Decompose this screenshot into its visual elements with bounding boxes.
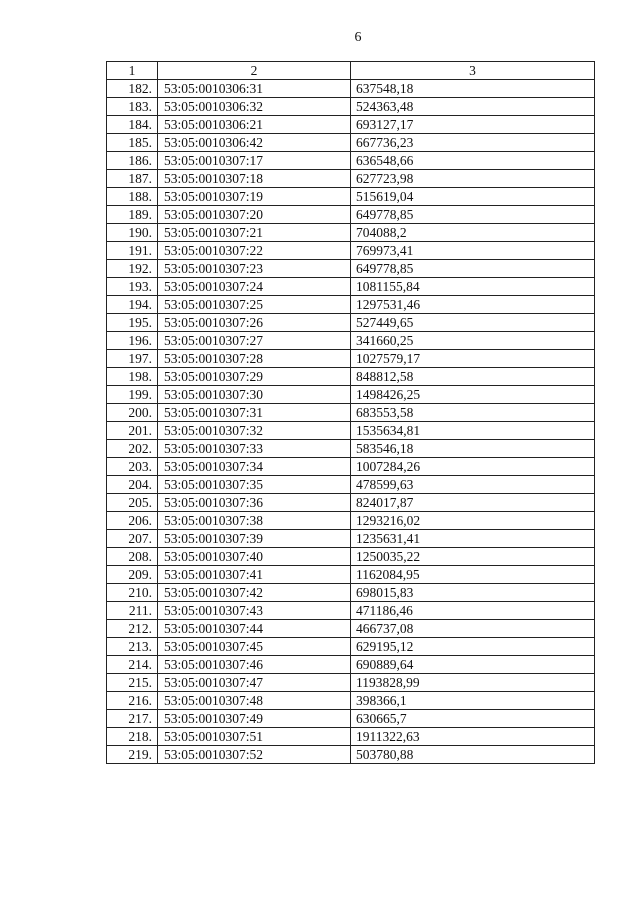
value-cell: 1293216,02	[351, 512, 595, 530]
value-cell: 629195,12	[351, 638, 595, 656]
value-cell: 478599,63	[351, 476, 595, 494]
value-cell: 1235631,41	[351, 530, 595, 548]
cadastral-number-cell: 53:05:0010307:33	[158, 440, 351, 458]
cadastral-number-cell: 53:05:0010307:29	[158, 368, 351, 386]
table-row	[107, 332, 595, 350]
row-number-cell: 197.	[107, 350, 158, 368]
value-cell: 1297531,46	[351, 296, 595, 314]
value-cell: 848812,58	[351, 368, 595, 386]
cadastral-number-cell: 53:05:0010307:21	[158, 224, 351, 242]
table-row	[107, 368, 595, 386]
cadastral-number-cell: 53:05:0010307:30	[158, 386, 351, 404]
cadastral-number-cell: 53:05:0010307:22	[158, 242, 351, 260]
row-number-cell: 189.	[107, 206, 158, 224]
table-row	[107, 386, 595, 404]
row-number-cell: 188.	[107, 188, 158, 206]
row-number-cell: 190.	[107, 224, 158, 242]
cadastral-number-cell: 53:05:0010306:42	[158, 134, 351, 152]
cadastral-number-cell: 53:05:0010307:51	[158, 728, 351, 746]
table-row	[107, 260, 595, 278]
value-cell: 824017,87	[351, 494, 595, 512]
table-header-row	[107, 62, 595, 80]
row-number-cell: 201.	[107, 422, 158, 440]
cadastral-number-cell: 53:05:0010307:31	[158, 404, 351, 422]
column-header-1: 1	[107, 62, 158, 80]
table-row	[107, 80, 595, 98]
value-cell: 1498426,25	[351, 386, 595, 404]
table-row	[107, 728, 595, 746]
row-number-cell: 208.	[107, 548, 158, 566]
row-number-cell: 212.	[107, 620, 158, 638]
cadastral-number-cell: 53:05:0010307:20	[158, 206, 351, 224]
cadastral-number-cell: 53:05:0010307:18	[158, 170, 351, 188]
table-row	[107, 224, 595, 242]
table-row	[107, 638, 595, 656]
cadastral-number-cell: 53:05:0010307:49	[158, 710, 351, 728]
row-number-cell: 186.	[107, 152, 158, 170]
table-row	[107, 530, 595, 548]
row-number-cell: 194.	[107, 296, 158, 314]
cadastral-number-cell: 53:05:0010307:44	[158, 620, 351, 638]
row-number-cell: 185.	[107, 134, 158, 152]
value-cell: 1081155,84	[351, 278, 595, 296]
cadastral-number-cell: 53:05:0010306:32	[158, 98, 351, 116]
cadastral-number-cell: 53:05:0010307:52	[158, 746, 351, 764]
value-cell: 1193828,99	[351, 674, 595, 692]
row-number-cell: 193.	[107, 278, 158, 296]
value-cell: 667736,23	[351, 134, 595, 152]
row-number-cell: 217.	[107, 710, 158, 728]
value-cell: 583546,18	[351, 440, 595, 458]
row-number-cell: 195.	[107, 314, 158, 332]
table-row	[107, 494, 595, 512]
cadastral-number-cell: 53:05:0010307:46	[158, 656, 351, 674]
value-cell: 698015,83	[351, 584, 595, 602]
cadastral-number-cell: 53:05:0010307:23	[158, 260, 351, 278]
value-cell: 690889,64	[351, 656, 595, 674]
value-cell: 1535634,81	[351, 422, 595, 440]
table-body	[107, 80, 595, 764]
value-cell: 1250035,22	[351, 548, 595, 566]
value-cell: 649778,85	[351, 260, 595, 278]
value-cell: 1911322,63	[351, 728, 595, 746]
row-number-cell: 219.	[107, 746, 158, 764]
table-row	[107, 674, 595, 692]
cadastral-number-cell: 53:05:0010307:48	[158, 692, 351, 710]
table-row	[107, 116, 595, 134]
column-header-2: 2	[158, 62, 351, 80]
cadastral-number-cell: 53:05:0010307:41	[158, 566, 351, 584]
cadastral-number-cell: 53:05:0010307:27	[158, 332, 351, 350]
table-row	[107, 350, 595, 368]
row-number-cell: 200.	[107, 404, 158, 422]
cadastral-number-cell: 53:05:0010307:17	[158, 152, 351, 170]
table-row	[107, 584, 595, 602]
table-row	[107, 278, 595, 296]
value-cell: 630665,7	[351, 710, 595, 728]
row-number-cell: 215.	[107, 674, 158, 692]
cadastral-number-cell: 53:05:0010307:36	[158, 494, 351, 512]
cadastral-number-cell: 53:05:0010307:26	[158, 314, 351, 332]
row-number-cell: 211.	[107, 602, 158, 620]
row-number-cell: 187.	[107, 170, 158, 188]
value-cell: 471186,46	[351, 602, 595, 620]
table-row	[107, 692, 595, 710]
data-table	[106, 61, 595, 764]
row-number-cell: 184.	[107, 116, 158, 134]
row-number-cell: 216.	[107, 692, 158, 710]
page-number: 6	[354, 30, 362, 45]
table-row	[107, 620, 595, 638]
value-cell: 398366,1	[351, 692, 595, 710]
row-number-cell: 196.	[107, 332, 158, 350]
value-cell: 1007284,26	[351, 458, 595, 476]
row-number-cell: 214.	[107, 656, 158, 674]
table-row	[107, 206, 595, 224]
value-cell: 769973,41	[351, 242, 595, 260]
value-cell: 704088,2	[351, 224, 595, 242]
value-cell: 683553,58	[351, 404, 595, 422]
cadastral-number-cell: 53:05:0010307:43	[158, 602, 351, 620]
cadastral-number-cell: 53:05:0010307:38	[158, 512, 351, 530]
table-row	[107, 656, 595, 674]
row-number-cell: 198.	[107, 368, 158, 386]
row-number-cell: 206.	[107, 512, 158, 530]
row-number-cell: 204.	[107, 476, 158, 494]
value-cell: 503780,88	[351, 746, 595, 764]
table-row	[107, 746, 595, 764]
value-cell: 527449,65	[351, 314, 595, 332]
table-row	[107, 314, 595, 332]
table-row	[107, 548, 595, 566]
cadastral-number-cell: 53:05:0010306:31	[158, 80, 351, 98]
table-row	[107, 458, 595, 476]
table-row	[107, 188, 595, 206]
row-number-cell: 210.	[107, 584, 158, 602]
row-number-cell: 182.	[107, 80, 158, 98]
table-row	[107, 296, 595, 314]
cadastral-number-cell: 53:05:0010307:32	[158, 422, 351, 440]
cadastral-number-cell: 53:05:0010306:21	[158, 116, 351, 134]
cadastral-number-cell: 53:05:0010307:45	[158, 638, 351, 656]
table-row	[107, 602, 595, 620]
row-number-cell: 192.	[107, 260, 158, 278]
row-number-cell: 183.	[107, 98, 158, 116]
cadastral-number-cell: 53:05:0010307:24	[158, 278, 351, 296]
row-number-cell: 199.	[107, 386, 158, 404]
table-row	[107, 566, 595, 584]
cadastral-number-cell: 53:05:0010307:39	[158, 530, 351, 548]
row-number-cell: 218.	[107, 728, 158, 746]
table-row	[107, 422, 595, 440]
row-number-cell: 207.	[107, 530, 158, 548]
table-row	[107, 476, 595, 494]
column-header-3: 3	[351, 62, 595, 80]
table-row	[107, 98, 595, 116]
value-cell: 524363,48	[351, 98, 595, 116]
table-row	[107, 170, 595, 188]
table-row	[107, 710, 595, 728]
value-cell: 627723,98	[351, 170, 595, 188]
row-number-cell: 203.	[107, 458, 158, 476]
table-row	[107, 440, 595, 458]
cadastral-number-cell: 53:05:0010307:34	[158, 458, 351, 476]
value-cell: 1162084,95	[351, 566, 595, 584]
table-row	[107, 404, 595, 422]
value-cell: 466737,08	[351, 620, 595, 638]
cadastral-number-cell: 53:05:0010307:28	[158, 350, 351, 368]
value-cell: 637548,18	[351, 80, 595, 98]
value-cell: 515619,04	[351, 188, 595, 206]
table-row	[107, 134, 595, 152]
value-cell: 636548,66	[351, 152, 595, 170]
table-row	[107, 512, 595, 530]
value-cell: 341660,25	[351, 332, 595, 350]
cadastral-number-cell: 53:05:0010307:42	[158, 584, 351, 602]
table-header	[107, 62, 595, 80]
value-cell: 1027579,17	[351, 350, 595, 368]
row-number-cell: 209.	[107, 566, 158, 584]
value-cell: 693127,17	[351, 116, 595, 134]
cadastral-number-cell: 53:05:0010307:35	[158, 476, 351, 494]
cadastral-number-cell: 53:05:0010307:47	[158, 674, 351, 692]
value-cell: 649778,85	[351, 206, 595, 224]
row-number-cell: 202.	[107, 440, 158, 458]
table-row	[107, 152, 595, 170]
table-row	[107, 242, 595, 260]
cadastral-number-cell: 53:05:0010307:25	[158, 296, 351, 314]
cadastral-number-cell: 53:05:0010307:19	[158, 188, 351, 206]
row-number-cell: 191.	[107, 242, 158, 260]
row-number-cell: 205.	[107, 494, 158, 512]
cadastral-number-cell: 53:05:0010307:40	[158, 548, 351, 566]
row-number-cell: 213.	[107, 638, 158, 656]
